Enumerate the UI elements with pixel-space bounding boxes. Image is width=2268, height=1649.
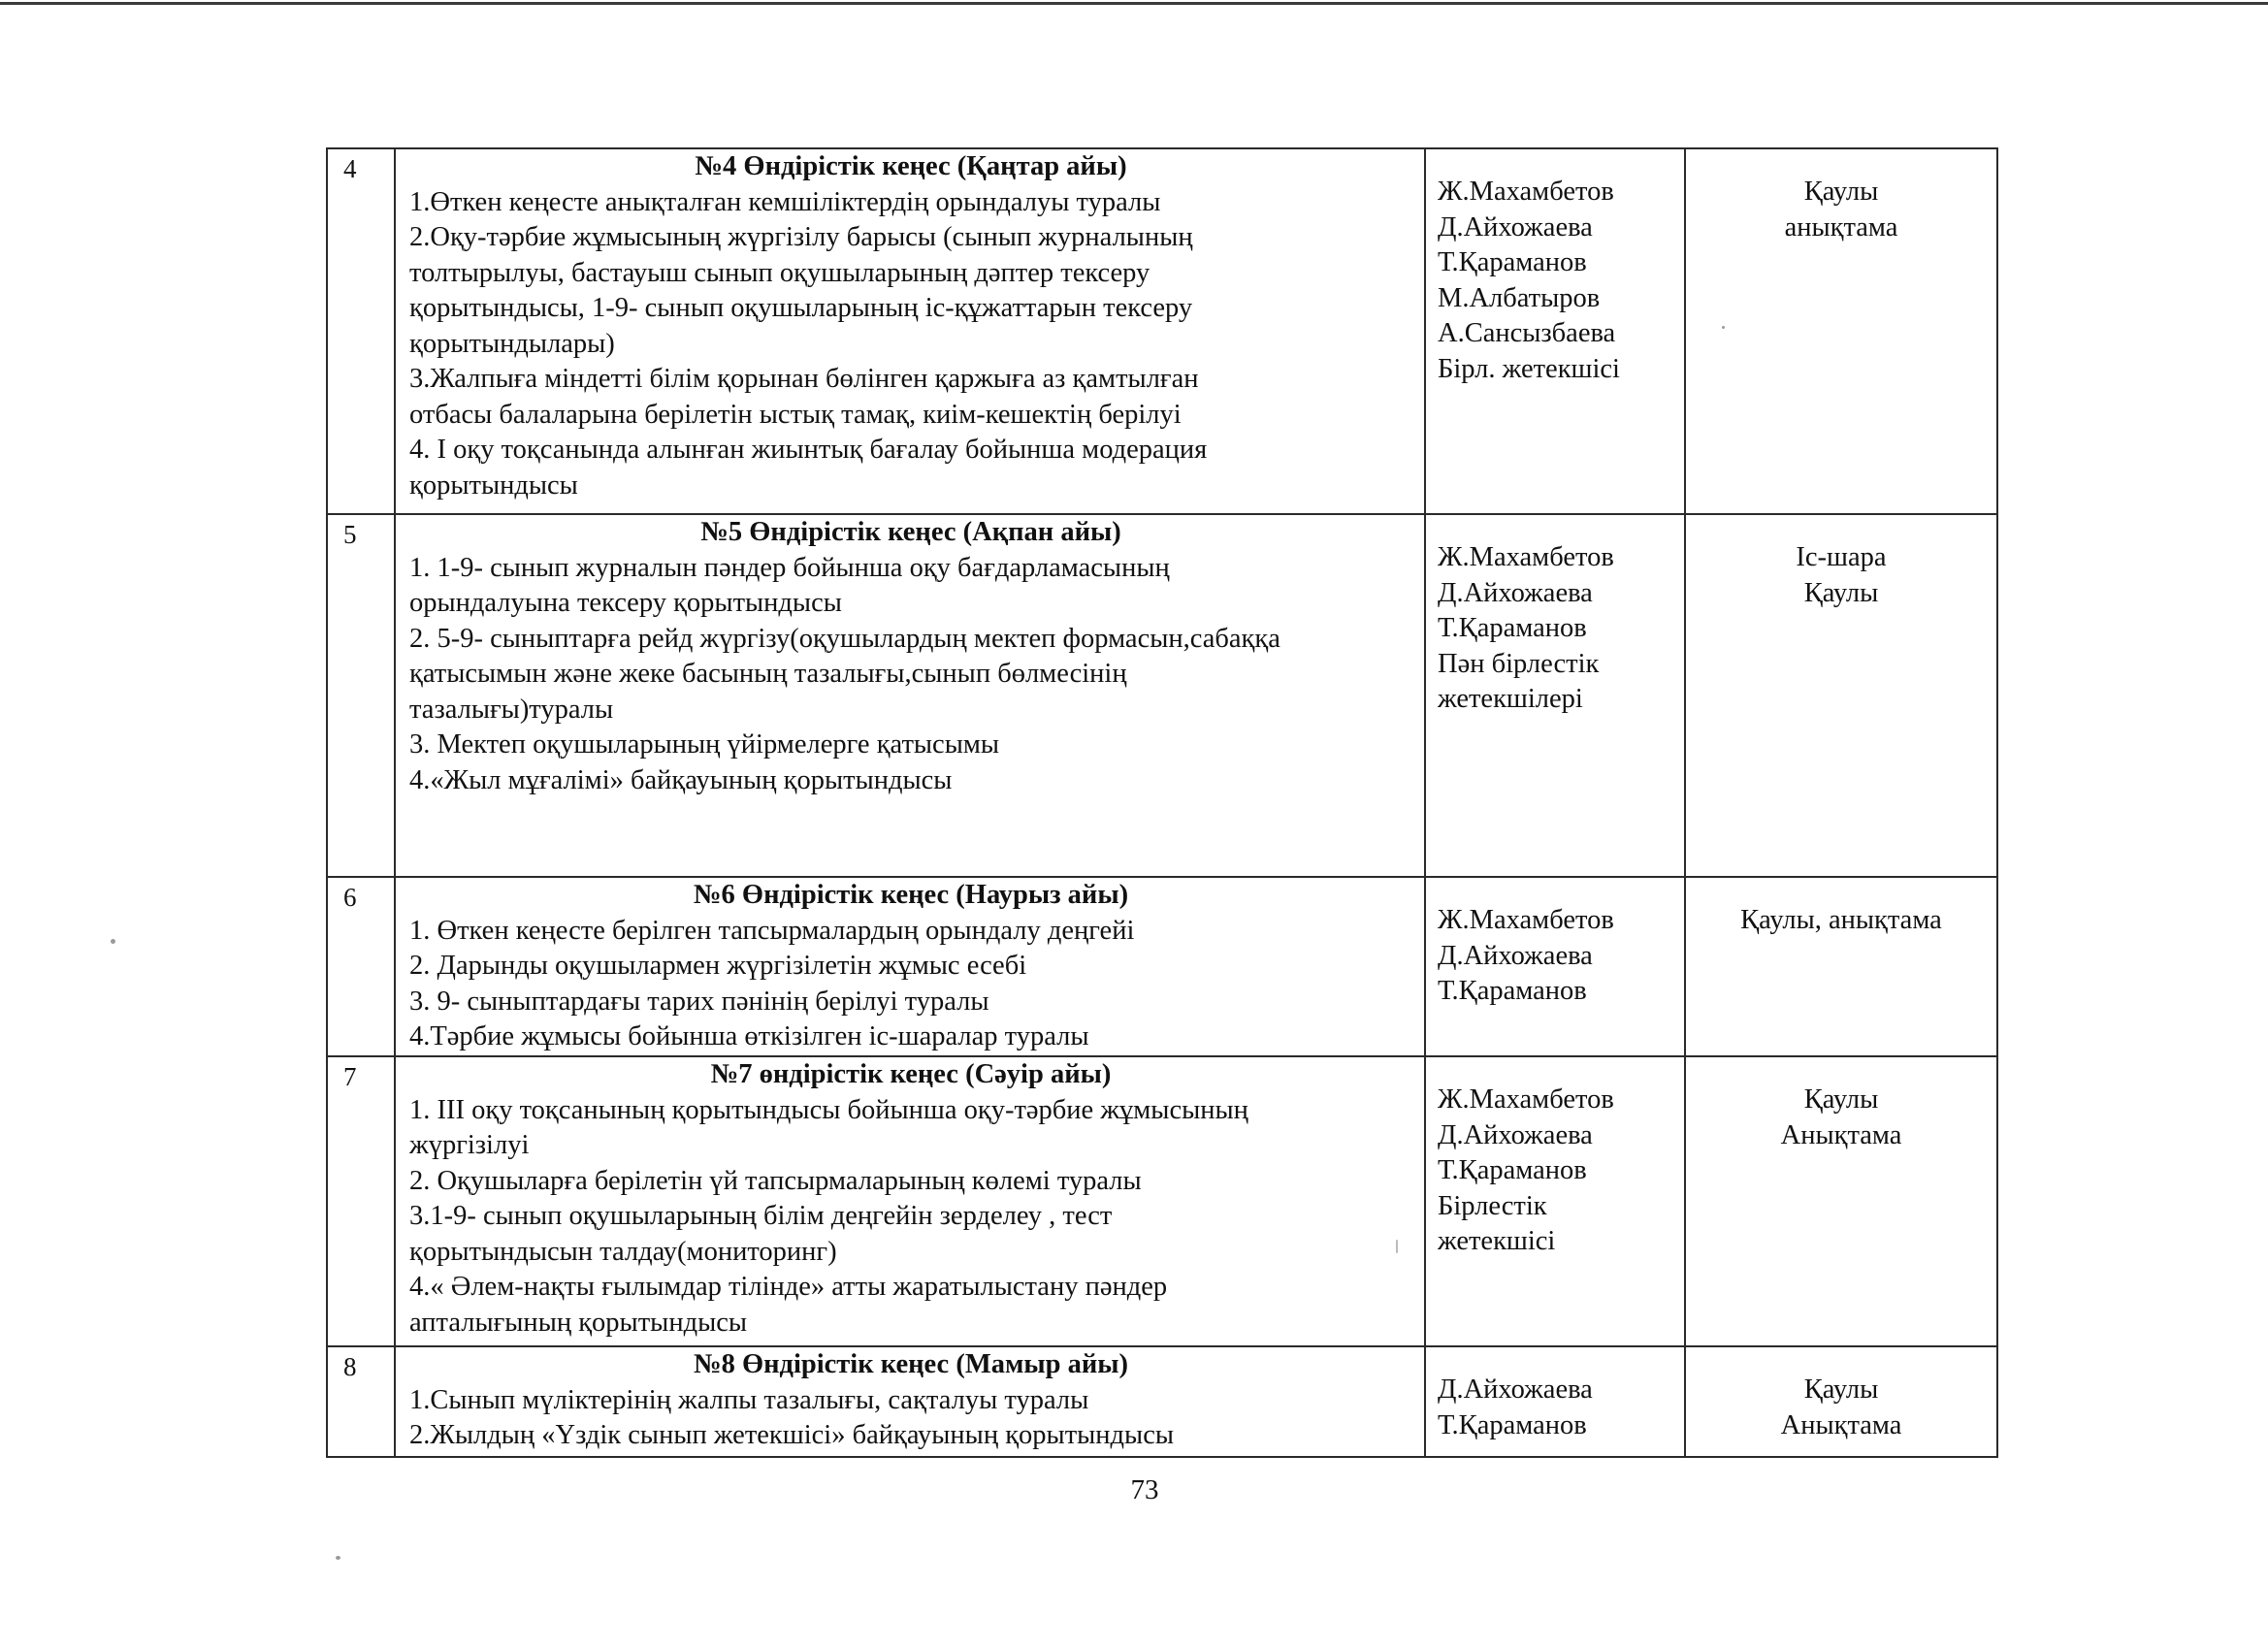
document-type: Анықтама [1780, 1119, 1902, 1150]
agenda-item: 2.Жылдың «Үздік сынып жетекшісі» байқауының қорытындысы [409, 1420, 1174, 1450]
document-type: Анықтама [1780, 1409, 1902, 1440]
agenda-item: 2.Оқу-тәрбие жұмысының жүргізілу барысы (сынып журналының [409, 222, 1193, 252]
agenda-item: толтырылуы, бастауыш сынып оқушыларының дәптер тексеру [409, 257, 1150, 288]
document-type-cell [1685, 514, 1997, 877]
table-row [327, 1346, 1997, 1457]
agenda-item: 1. 1-9- сынып журналын пәндер бойынша оқу бағдарламасының [409, 552, 1170, 583]
document-type: Қаулы [1803, 577, 1879, 608]
agenda-item: қорытындылары) [409, 328, 615, 359]
agenda-item: 3.Жалпыға міндетті білім қорынан бөлінген қаржыға аз қамтылған [409, 364, 1199, 394]
scan-speck [336, 1556, 340, 1560]
agenda-item: 2. Дарынды оқушылармен жүргізілетін жұмыс есебі [409, 951, 1027, 981]
scan-speck [111, 939, 115, 944]
agenda-item: 1. Өткен кеңесте берілген тапсырмалардың орындалу деңгейі [409, 915, 1135, 946]
agenda-item: 1. ІІІ оқу тоқсанының қорытындысы бойынша оқу-тәрбие жұмысының [409, 1094, 1248, 1125]
responsible-person: Т.Қараманов [1438, 1409, 1587, 1440]
responsible-person: Т.Қараманов [1438, 247, 1587, 277]
responsible-person: Д.Айхожаева [1438, 211, 1593, 242]
document-type-cell [1685, 1056, 1997, 1346]
responsible-person: Ж.Махамбетов [1438, 177, 1614, 207]
council-topic-cell [395, 1056, 1425, 1346]
responsible-cell [1425, 1056, 1685, 1346]
responsible-person: М.Албатыров [1438, 282, 1601, 313]
responsible-person: Д.Айхожаева [1438, 1374, 1593, 1405]
responsible-person: жетекшілері [1438, 684, 1583, 714]
council-topic-cell [395, 877, 1425, 1056]
scan-top-border [0, 2, 2268, 5]
council-title: №6 Өндірістік кеңес (Наурыз айы) [693, 880, 1129, 910]
agenda-item: 2. Оқушыларға берілетін үй тапсырмаларының көлемі туралы [409, 1165, 1142, 1196]
agenda-item: тазалығы)туралы [409, 694, 614, 725]
agenda-item: 3. Мектеп оқушыларының үйірмелерге қатысымы [409, 729, 1000, 760]
document-type: Қаулы [1803, 1084, 1879, 1115]
council-topic-cell [395, 148, 1425, 514]
responsible-person: Ж.Махамбетов [1438, 1084, 1614, 1115]
responsible-person: жетекшісі [1438, 1226, 1556, 1256]
row-number: 7 [327, 1056, 395, 1346]
row-number: 6 [327, 877, 395, 1056]
agenda-item: 2. 5-9- сыныптарға рейд жүргізу(оқушылардың мектеп формасын,сабаққа [409, 623, 1280, 654]
responsible-person: Пән бірлестік [1438, 648, 1600, 679]
responsible-person: Бірлестік [1438, 1190, 1547, 1221]
agenda-item: 1.Сынып мүліктерінің жалпы тазалығы, сақталуы туралы [409, 1384, 1089, 1415]
responsible-person: Д.Айхожаева [1438, 1119, 1593, 1150]
responsible-person: Д.Айхожаева [1438, 577, 1593, 608]
production-council-plan-table [326, 147, 1998, 1458]
row-number: 5 [327, 514, 395, 877]
agenda-item: 4.« Әлем-нақты ғылымдар тілінде» атты жаратылыстану пәндер [409, 1272, 1168, 1302]
table-row [327, 514, 1997, 877]
page-number: 73 [1130, 1474, 1159, 1505]
agenda-item: қатысымын және жеке басының тазалығы,сынып бөлмесінің [409, 659, 1127, 689]
responsible-person: Т.Қараманов [1438, 976, 1587, 1006]
council-topic-cell [395, 514, 1425, 877]
responsible-person: Ж.Махамбетов [1438, 542, 1614, 572]
document-type: Іс-шара [1796, 542, 1887, 572]
responsible-cell [1425, 514, 1685, 877]
agenda-item: жүргізілуі [409, 1130, 530, 1160]
scan-speck [1722, 326, 1725, 329]
responsible-person: Т.Қараманов [1438, 1155, 1587, 1185]
scan-speck [1396, 1240, 1398, 1253]
responsible-person: Ж.Махамбетов [1438, 905, 1614, 935]
council-topic-cell [395, 1346, 1425, 1457]
agenda-item: 1.Өткен кеңесте анықталған кемшіліктердің орындалуы туралы [409, 186, 1161, 217]
agenda-item: 4. І оқу тоқсанында алынған жиынтық бағалау бойынша модерация [409, 435, 1208, 465]
agenda-item: қорытындысын талдау(мониторинг) [409, 1236, 837, 1267]
responsible-person: Т.Қараманов [1438, 613, 1587, 643]
agenda-item: апталығының қорытындысы [409, 1307, 748, 1338]
responsible-cell [1425, 148, 1685, 514]
responsible-person: А.Сансызбаева [1438, 318, 1616, 348]
council-title: №5 Өндірістік кеңес (Ақпан айы) [700, 517, 1121, 547]
agenda-item: 3.1-9- сынып оқушыларының білім деңгейін зерделеу , тест [409, 1201, 1113, 1231]
responsible-person: Д.Айхожаева [1438, 940, 1593, 971]
table-row [327, 1056, 1997, 1346]
row-number: 8 [327, 1346, 395, 1457]
document-type-cell [1685, 148, 1997, 514]
row-number: 4 [327, 148, 395, 514]
agenda-item: қорытындысы, 1-9- сынып оқушыларының іс-құжаттарын тексеру [409, 293, 1193, 323]
responsible-person: Бірл. жетекшісі [1438, 353, 1620, 384]
council-title: №8 Өндірістік кеңес (Мамыр айы) [693, 1349, 1129, 1379]
document-type: анықтама [1784, 211, 1898, 242]
agenda-item: 3. 9- сыныптардағы тарих пәнінің берілуі туралы [409, 986, 989, 1017]
table-row [327, 148, 1997, 514]
agenda-item: орындалуына тексеру қорытындысы [409, 588, 842, 618]
council-title: №7 өндірістік кеңес (Сәуір айы) [710, 1059, 1112, 1089]
agenda-item: 4.Тәрбие жұмысы бойынша өткізілген іс-шаралар туралы [409, 1021, 1089, 1051]
agenda-item: 4.«Жыл мұғалімі» байқауының қорытындысы [409, 764, 953, 795]
council-title: №4 Өндірістік кеңес (Қаңтар айы) [695, 151, 1127, 181]
document-type-cell [1685, 877, 1997, 1056]
document-type: Қаулы [1803, 1374, 1879, 1405]
agenda-item: отбасы балаларына берілетін ыстық тамақ, киім-кешектің берілуі [409, 399, 1182, 430]
table-row [327, 877, 1997, 1056]
responsible-cell [1425, 1346, 1685, 1457]
responsible-cell [1425, 877, 1685, 1056]
document-type: Қаулы, анықтама [1740, 905, 1942, 935]
agenda-item: қорытындысы [409, 469, 578, 501]
document-type-cell [1685, 1346, 1997, 1457]
document-type: Қаулы [1803, 177, 1879, 207]
